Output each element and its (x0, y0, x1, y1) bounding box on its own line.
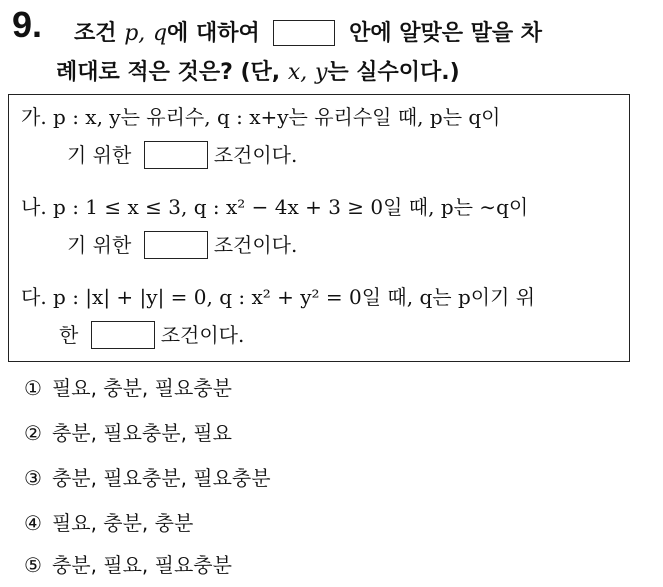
condition-ga-cont-pre: 기 위한 (67, 143, 132, 167)
choice-4-text: 필요, 충분, 충분 (51, 511, 194, 535)
stem-text-fill: 안에 알맞은 말을 차 (349, 21, 543, 46)
choice-5-mark: ⑤ (24, 553, 42, 577)
stem-text-order: 례대로 적은 것은? (단, (56, 60, 281, 85)
stem-text-condition: 조건 (74, 21, 117, 46)
condition-na-cont (67, 229, 297, 259)
question-stem-line2 (56, 55, 460, 86)
condition-ga-text: p : x, y는 유리수, q : x+y는 유리수일 때, p는 q이 (53, 105, 501, 129)
condition-na (21, 191, 528, 220)
condition-da-text: p : |x| + |y| = 0, q : x² + y² = 0일 때, q는 p이기 위 (53, 285, 536, 309)
choice-5-text: 충분, 필요, 필요충분 (51, 553, 232, 577)
blank-na (144, 231, 208, 259)
condition-da-label: 다. (21, 285, 47, 309)
choice-4-mark: ④ (24, 511, 42, 535)
condition-da-cont-post: 조건이다. (160, 323, 245, 347)
comma: , (138, 21, 146, 46)
condition-da (21, 281, 535, 310)
choice-3[interactable] (24, 462, 271, 491)
blank-da (91, 321, 155, 349)
stem-text-real: 는 실수이다.) (327, 60, 460, 85)
question-stem-line1 (74, 16, 542, 47)
choice-2[interactable] (24, 417, 232, 446)
choice-1-text: 필요, 충분, 필요충분 (51, 376, 232, 400)
condition-na-text: p : 1 ≤ x ≤ 3, q : x² − 4x + 3 ≥ 0일 때, p는 ∼q이 (53, 195, 529, 219)
condition-ga (21, 101, 501, 130)
comma-2: , (300, 60, 308, 85)
question-number: 9. (12, 4, 43, 45)
variable-x: x (287, 60, 301, 85)
condition-ga-cont (67, 139, 297, 169)
choice-3-text: 충분, 필요충분, 필요충분 (51, 466, 271, 490)
blank-ga (144, 141, 208, 169)
variable-y: y (314, 60, 328, 85)
condition-da-cont (59, 319, 244, 349)
choice-2-text: 충분, 필요충분, 필요 (51, 421, 232, 445)
choice-4[interactable] (24, 507, 193, 536)
condition-na-cont-post: 조건이다. (213, 233, 298, 257)
stem-text-about: 에 대하여 (167, 21, 260, 46)
condition-na-cont-pre: 기 위한 (67, 233, 132, 257)
choice-1[interactable] (24, 372, 232, 401)
condition-ga-cont-post: 조건이다. (213, 143, 298, 167)
condition-ga-label: 가. (21, 105, 47, 129)
choice-2-mark: ② (24, 421, 42, 445)
choice-3-mark: ③ (24, 466, 42, 490)
choice-5[interactable] (24, 549, 232, 578)
variable-q: q (152, 21, 168, 46)
conditions-box (8, 94, 630, 362)
condition-na-label: 나. (21, 195, 47, 219)
answer-blank (273, 20, 335, 46)
variable-p: p (124, 21, 139, 46)
choice-1-mark: ① (24, 376, 42, 400)
condition-da-cont-pre: 한 (59, 323, 79, 347)
